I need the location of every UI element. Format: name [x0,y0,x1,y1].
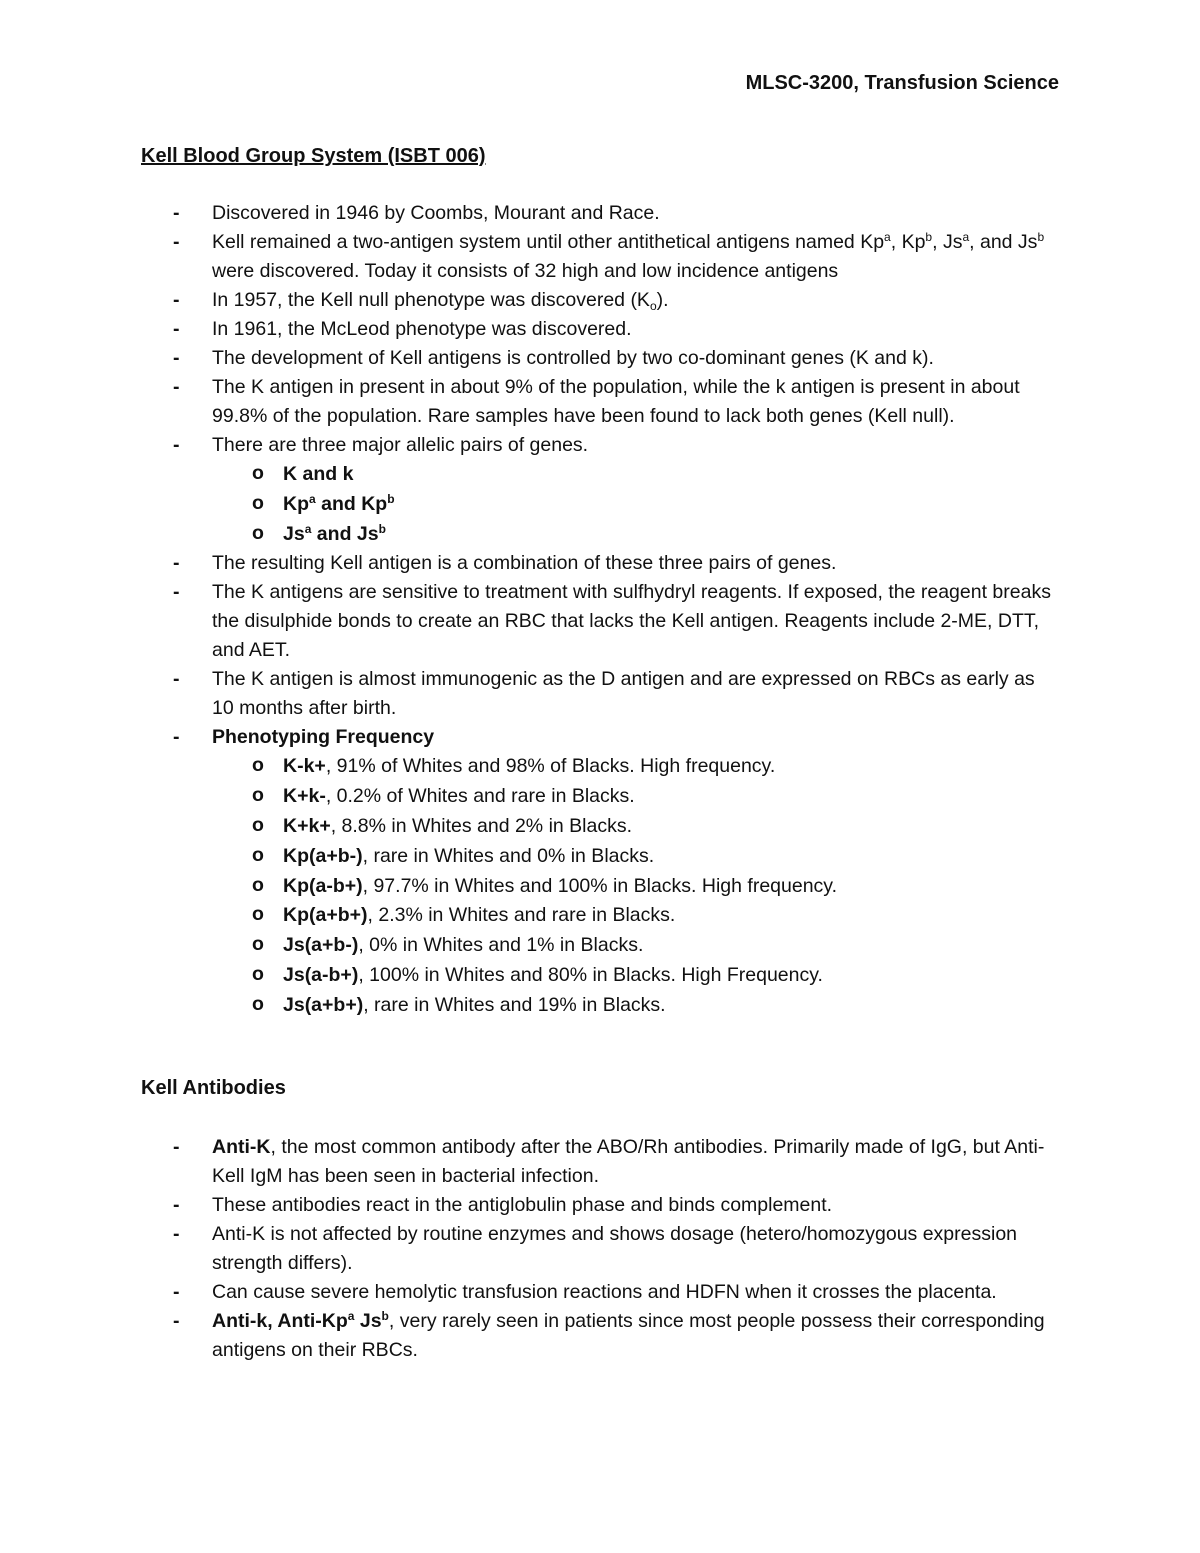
list-item: - Phenotyping Frequency o K-k+, 91% of Whites and 98% of Blacks. High frequency. o K+k-, 0.2% of Whites and rare in Blacks. o K+k+, 8.8% in Whites and 2% in Blacks. o Kp(a+b-), rare in Whites and 0% in Blacks. o Kp(a-b+), 97.7% in Whites and 100% in Blacks. High frequency. o Kp(a+b+), 2.3% in Whites and rare in Blacks. o Js(a+b-), 0% in Whites and 1% in Blacks. o Js(a-b+), 100% in Whites and 80% in Blacks. High Frequency. o Js(a+b+), rare in Whites and 19% in Blacks. [141,723,1061,1020]
phenotyping-frequency-list [212,752,1061,1020]
list-item: - Anti-K is not affected by routine enzymes and shows dosage (hetero/homozygous expression strength differs). [141,1220,1061,1278]
list-item: o Js$^a$ and Js$^b$ [212,520,1061,550]
list-item: - The resulting Kell antigen is a combination of these three pairs of genes. [141,549,1061,578]
list-item: - In 1961, the McLeod phenotype was discovered. [141,315,1061,344]
list-item: o K+k-, 0.2% of Whites and rare in Blacks. [212,782,1061,812]
list-item: - Can cause severe hemolytic transfusion reactions and HDFN when it crosses the placenta. [141,1278,1061,1307]
list-item: - Anti-k, Anti-Kp$^a$ Js$^b$, very rarely seen in patients since most people possess their corresponding antigens on their RBCs. [141,1307,1061,1365]
list-item: o Js(a+b-), 0% in Whites and 1% in Blacks. [212,931,1061,961]
allelic-pairs-list [212,460,1061,549]
list-item: - The K antigen in present in about 9% of the population, while the k antigen is present in about 99.8% of the population. Rare samples have been found to lack both genes (Kell null). [141,373,1061,431]
list-item: - Kell remained a two-antigen system until other antithetical antigens named Kp$^a$, Kp$^b$, Js$^a$, and Js$^b$ were discovered. Today it consists of 32 high and low incidence antigens [141,228,1061,286]
list-item: - There are three major allelic pairs of genes. o K and k o Kp$^a$ and Kp$^b$ o Js$^a$ and Js$^b$ [141,431,1061,549]
list-item: - Anti-K, the most common antibody after the ABO/Rh antibodies. Primarily made of IgG, but Anti-Kell IgM has been seen in bacterial infection. [141,1133,1061,1191]
list-item: - In 1957, the Kell null phenotype was discovered $(K_o)$. [141,286,1061,315]
list-item: o Kp(a+b+), 2.3% in Whites and rare in Blacks. [212,901,1061,931]
list-item: o K+k+, 8.8% in Whites and 2% in Blacks. [212,812,1061,842]
list-item: o Kp(a+b-), rare in Whites and 0% in Blacks. [212,842,1061,872]
list-item: o Kp(a-b+), 97.7% in Whites and 100% in Blacks. High frequency. [212,872,1061,902]
kell-antibodies-list [141,1133,1061,1365]
list-item: - The K antigens are sensitive to treatment with sulfhydryl reagents. If exposed, the reagent breaks the disulphide bonds to create an RBC that lacks the Kell antigen. Reagents include 2-ME, DTT, and AET. [141,578,1061,665]
list-item: o K-k+, 91% of Whites and 98% of Blacks. High frequency. [212,752,1061,782]
section-title-kell-system: Kell Blood Group System (ISBT 006) [141,145,486,167]
list-item: - These antibodies react in the antiglobulin phase and binds complement. [141,1191,1061,1220]
list-item: o Js(a+b+), rare in Whites and 19% in Blacks. [212,991,1061,1021]
document-header: MLSC-3200, Transfusion Science [745,72,1059,94]
list-item: o Js(a-b+), 100% in Whites and 80% in Blacks. High Frequency. [212,961,1061,991]
list-item: - The development of Kell antigens is controlled by two co-dominant genes (K and k). [141,344,1061,373]
kell-system-list [141,199,1061,1021]
list-item: - Discovered in 1946 by Coombs, Mourant and Race. [141,199,1061,228]
list-item: o K and k [212,460,1061,490]
list-item: o Kp$^a$ and Kp$^b$ [212,490,1061,520]
section-title-kell-antibodies: Kell Antibodies [141,1077,286,1099]
list-item: - The K antigen is almost immunogenic as the D antigen and are expressed on RBCs as early as 10 months after birth. [141,665,1061,723]
